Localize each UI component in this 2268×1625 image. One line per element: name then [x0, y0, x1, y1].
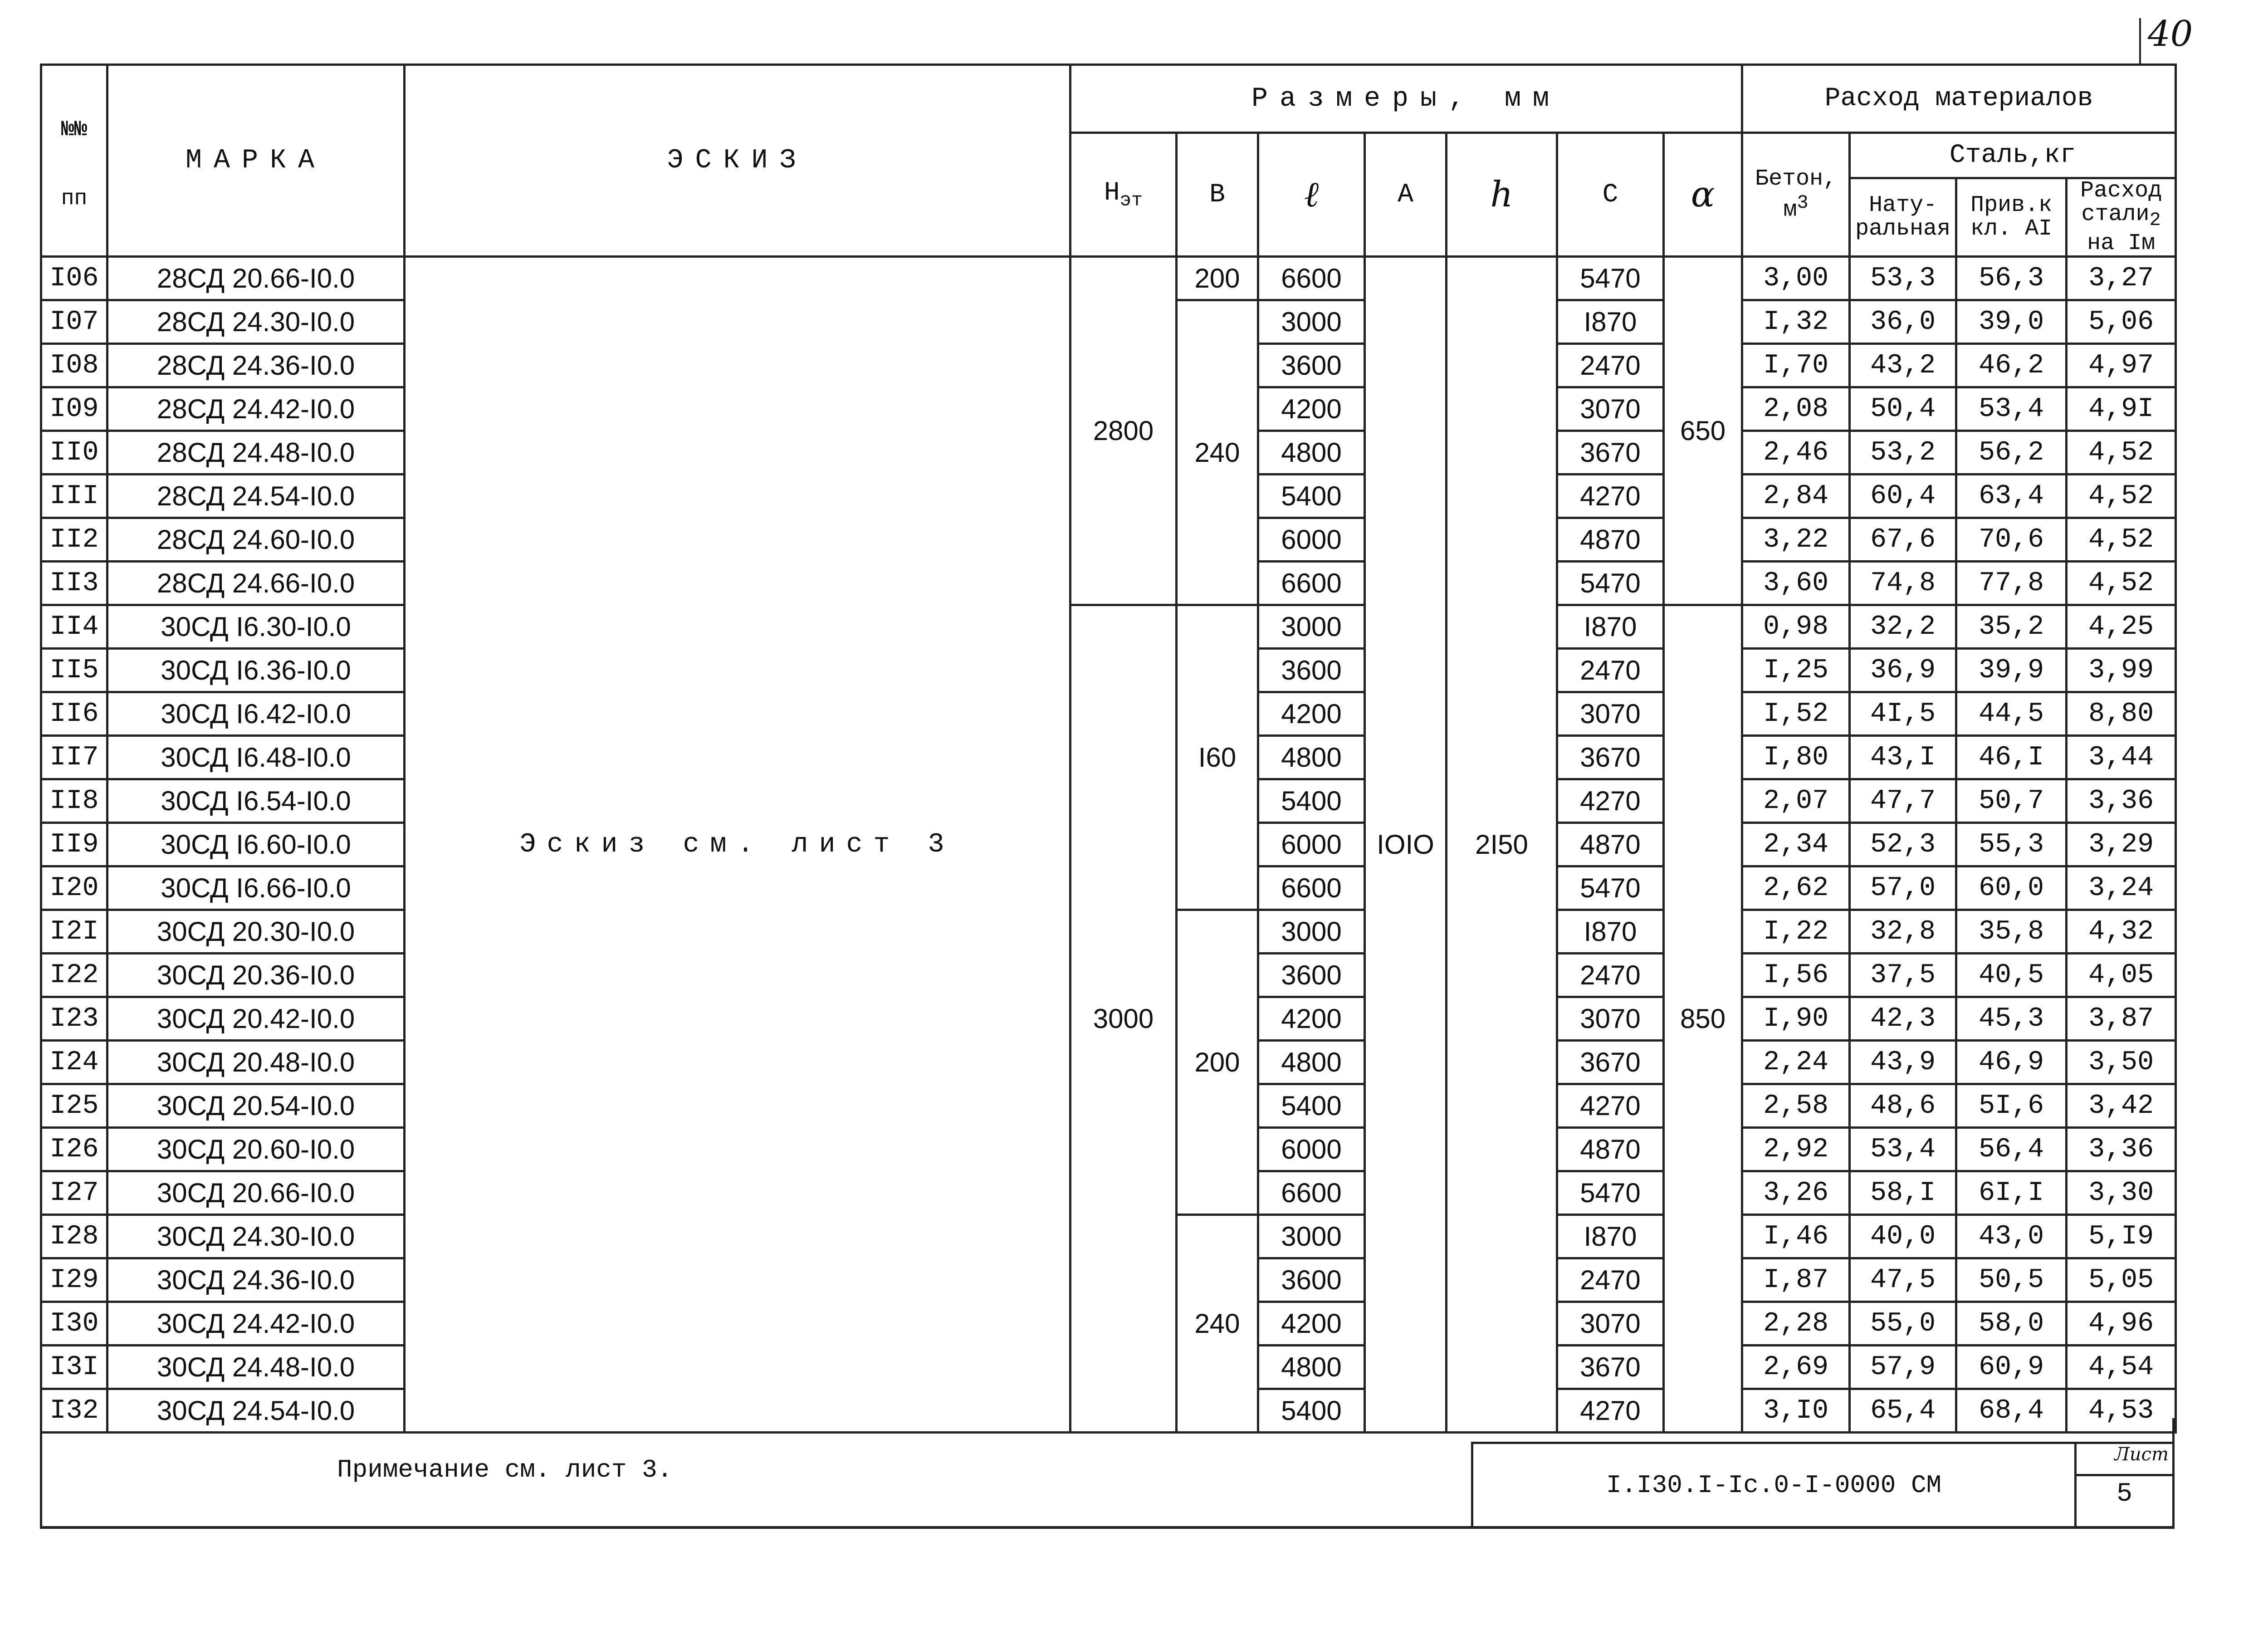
row-steel-reduced: 60,0	[1956, 866, 2067, 910]
row-steel-reduced: 39,9	[1956, 649, 2067, 692]
header-natural-line1: Нату-	[1869, 192, 1937, 218]
row-steel-natural: 74,8	[1850, 562, 1956, 605]
header-d: ɑ	[1664, 133, 1742, 257]
row-steel-reduced: 46,9	[1956, 1041, 2067, 1084]
row-number: II9	[41, 823, 108, 866]
row-steel-per-m2: 4,53	[2067, 1389, 2176, 1433]
row-dim-c: I870	[1557, 910, 1664, 954]
row-mark: 30СД 20.54-I0.0	[108, 1084, 405, 1128]
row-concrete: 2,84	[1742, 475, 1850, 518]
row-steel-per-m2: 3,27	[2067, 257, 2176, 300]
row-length-l: 4200	[1258, 997, 1365, 1041]
header-floor-height-sub: эт	[1119, 189, 1143, 211]
row-steel-per-m2: 4,54	[2067, 1346, 2176, 1389]
row-steel-natural: 52,3	[1850, 823, 1956, 866]
row-steel-natural: 50,4	[1850, 387, 1956, 431]
row-length-l: 4800	[1258, 1041, 1365, 1084]
row-length-l: 5400	[1258, 1389, 1365, 1433]
row-number: I28	[41, 1215, 108, 1258]
header-per-m2-line2	[2068, 203, 2175, 232]
row-dim-c: 2470	[1557, 649, 1664, 692]
row-steel-reduced: 39,0	[1956, 300, 2067, 344]
row-number: II5	[41, 649, 108, 692]
header-floor-height-label: Н	[1104, 178, 1120, 208]
row-steel-reduced: 44,5	[1956, 692, 2067, 736]
row-mark: 30СД 20.48-I0.0	[108, 1041, 405, 1084]
row-dim-c: 3070	[1557, 692, 1664, 736]
row-concrete: I,25	[1742, 649, 1850, 692]
row-steel-reduced: 45,3	[1956, 997, 2067, 1041]
table-row	[41, 605, 2176, 649]
row-steel-reduced: 60,9	[1956, 1346, 2067, 1389]
row-mark: 28СД 20.66-I0.0	[108, 257, 405, 300]
row-steel-per-m2: 3,87	[2067, 997, 2176, 1041]
row-concrete: I,52	[1742, 692, 1850, 736]
row-number: II3	[41, 562, 108, 605]
row-steel-natural: 53,4	[1850, 1128, 1956, 1171]
row-length-l: 6000	[1258, 823, 1365, 866]
row-steel-per-m2: 4,52	[2067, 562, 2176, 605]
row-steel-reduced: 77,8	[1956, 562, 2067, 605]
header-mark: МАРКА	[108, 65, 405, 257]
row-dim-c: 3670	[1557, 431, 1664, 475]
row-mark: 30СД 24.48-I0.0	[108, 1346, 405, 1389]
header-steel: Сталь,кг	[1850, 133, 2176, 178]
row-mark: 30СД 24.36-I0.0	[108, 1258, 405, 1302]
row-steel-reduced: 46,2	[1956, 344, 2067, 387]
row-steel-reduced: 63,4	[1956, 475, 2067, 518]
row-dim-c: I870	[1557, 300, 1664, 344]
row-concrete: I,32	[1742, 300, 1850, 344]
row-mark: 28СД 24.60-I0.0	[108, 518, 405, 562]
row-steel-natural: 67,6	[1850, 518, 1956, 562]
row-steel-reduced: 56,4	[1956, 1128, 2067, 1171]
row-dim-c: 3070	[1557, 1302, 1664, 1346]
row-steel-per-m2: 4,9I	[2067, 387, 2176, 431]
row-dim-c: 2470	[1557, 1258, 1664, 1302]
row-steel-per-m2: 5,05	[2067, 1258, 2176, 1302]
dim-h-cell: 2I50	[1447, 257, 1557, 1433]
row-mark: 30СД I6.60-I0.0	[108, 823, 405, 866]
row-steel-reduced: 68,4	[1956, 1389, 2067, 1433]
row-number: I06	[41, 257, 108, 300]
row-number: I27	[41, 1171, 108, 1215]
row-steel-per-m2: 4,52	[2067, 475, 2176, 518]
row-number: I07	[41, 300, 108, 344]
row-steel-natural: 65,4	[1850, 1389, 1956, 1433]
row-steel-reduced: 58,0	[1956, 1302, 2067, 1346]
header-row-number-bottom: пп	[61, 186, 88, 211]
row-mark: 30СД I6.48-I0.0	[108, 736, 405, 779]
row-steel-reduced: 40,5	[1956, 954, 2067, 997]
row-steel-per-m2: 4,52	[2067, 431, 2176, 475]
row-steel-per-m2: 4,25	[2067, 605, 2176, 649]
document-code: I.I30.I-Ic.0-I-0000 СМ	[1606, 1471, 1942, 1500]
row-concrete: 3,I0	[1742, 1389, 1850, 1433]
row-concrete: I,90	[1742, 997, 1850, 1041]
row-mark: 28СД 24.42-I0.0	[108, 387, 405, 431]
row-mark: 30СД 20.66-I0.0	[108, 1171, 405, 1215]
row-dim-c: 2470	[1557, 954, 1664, 997]
row-steel-natural: 53,2	[1850, 431, 1956, 475]
row-concrete: I,46	[1742, 1215, 1850, 1258]
header-natural-line2: ральная	[1855, 216, 1951, 242]
row-steel-natural: 4I,5	[1850, 692, 1956, 736]
header-floor-height	[1070, 133, 1177, 257]
row-steel-per-m2: 3,30	[2067, 1171, 2176, 1215]
row-number: II0	[41, 431, 108, 475]
row-length-l: 3600	[1258, 344, 1365, 387]
header-reduced	[1956, 178, 2067, 257]
row-number: I08	[41, 344, 108, 387]
sheet-value: 5	[2116, 1479, 2132, 1509]
row-steel-per-m2: 3,36	[2067, 1128, 2176, 1171]
header-per-m2	[2067, 178, 2176, 257]
header-concrete-unit	[1743, 191, 1848, 222]
row-number: I3I	[41, 1346, 108, 1389]
row-steel-natural: 55,0	[1850, 1302, 1956, 1346]
row-dim-c: 5470	[1557, 1171, 1664, 1215]
row-concrete: 2,28	[1742, 1302, 1850, 1346]
header-b: В	[1177, 133, 1258, 257]
row-concrete: I,56	[1742, 954, 1850, 997]
row-mark: 30СД 24.42-I0.0	[108, 1302, 405, 1346]
sheet-cell	[2074, 1444, 2172, 1527]
row-concrete: I,70	[1742, 344, 1850, 387]
row-concrete: I,22	[1742, 910, 1850, 954]
row-number: I23	[41, 997, 108, 1041]
header-h: h	[1447, 133, 1557, 257]
header-per-m2-line1: Расход	[2080, 178, 2162, 204]
row-length-l: 6600	[1258, 562, 1365, 605]
row-steel-natural: 43,2	[1850, 344, 1956, 387]
row-steel-natural: 53,3	[1850, 257, 1956, 300]
row-steel-natural: 32,2	[1850, 605, 1956, 649]
row-length-l: 6000	[1258, 1128, 1365, 1171]
row-number: I29	[41, 1258, 108, 1302]
row-steel-natural: 37,5	[1850, 954, 1956, 997]
row-dim-c: 5470	[1557, 866, 1664, 910]
row-length-l: 5400	[1258, 779, 1365, 823]
row-number: I24	[41, 1041, 108, 1084]
row-length-l: 5400	[1258, 475, 1365, 518]
row-dim-c: 4870	[1557, 518, 1664, 562]
width-b-cell: I60	[1177, 605, 1258, 910]
row-dim-c: I870	[1557, 605, 1664, 649]
row-number: II7	[41, 736, 108, 779]
header-materials: Расход материалов	[1742, 65, 2176, 133]
row-steel-natural: 47,7	[1850, 779, 1956, 823]
row-number: I30	[41, 1302, 108, 1346]
row-steel-per-m2: 5,06	[2067, 300, 2176, 344]
sheet-label: Лист	[2077, 1444, 2172, 1476]
header-per-m2-line2-label: стали	[2081, 201, 2150, 227]
header-per-m2-line3: на Iм	[2087, 230, 2156, 256]
row-steel-per-m2: 4,32	[2067, 910, 2176, 954]
row-steel-per-m2: 4,97	[2067, 344, 2176, 387]
specification-table	[40, 64, 2177, 1434]
row-dim-c: 5470	[1557, 257, 1664, 300]
header-row-number	[41, 65, 108, 257]
row-concrete: 2,58	[1742, 1084, 1850, 1128]
row-steel-natural: 57,9	[1850, 1346, 1956, 1389]
row-length-l: 4800	[1258, 431, 1365, 475]
row-concrete: 2,62	[1742, 866, 1850, 910]
width-b-cell: 240	[1177, 1215, 1258, 1433]
row-steel-reduced: 50,5	[1956, 1258, 2067, 1302]
header-natural	[1850, 178, 1956, 257]
row-length-l: 6600	[1258, 1171, 1365, 1215]
page-number: 40	[2148, 14, 2193, 54]
row-number: I22	[41, 954, 108, 997]
row-length-l: 5400	[1258, 1084, 1365, 1128]
row-steel-per-m2: 3,99	[2067, 649, 2176, 692]
stamp	[1471, 1442, 2175, 1527]
row-concrete: I,80	[1742, 736, 1850, 779]
row-steel-per-m2: 4,96	[2067, 1302, 2176, 1346]
table-body	[41, 257, 2176, 1433]
row-length-l: 4200	[1258, 692, 1365, 736]
row-concrete: 0,98	[1742, 605, 1850, 649]
row-steel-per-m2: 8,80	[2067, 692, 2176, 736]
row-dim-c: 5470	[1557, 562, 1664, 605]
row-steel-natural: 48,6	[1850, 1084, 1956, 1128]
row-number: II6	[41, 692, 108, 736]
header-sketch: ЭСКИЗ	[405, 65, 1070, 257]
row-length-l: 4800	[1258, 1346, 1365, 1389]
row-length-l: 3000	[1258, 605, 1365, 649]
row-dim-c: 3070	[1557, 387, 1664, 431]
row-mark: 30СД 20.36-I0.0	[108, 954, 405, 997]
row-steel-reduced: 46,I	[1956, 736, 2067, 779]
header-a: А	[1365, 133, 1447, 257]
row-length-l: 3000	[1258, 910, 1365, 954]
row-steel-natural: 47,5	[1850, 1258, 1956, 1302]
row-concrete: 2,46	[1742, 431, 1850, 475]
row-length-l: 3000	[1258, 300, 1365, 344]
row-steel-reduced: 6I,I	[1956, 1171, 2067, 1215]
row-concrete: 2,92	[1742, 1128, 1850, 1171]
row-mark: 30СД 20.60-I0.0	[108, 1128, 405, 1171]
row-steel-per-m2: 3,29	[2067, 823, 2176, 866]
dim-d-cell: 850	[1664, 605, 1742, 1433]
header-c: С	[1557, 133, 1664, 257]
row-length-l: 3000	[1258, 1215, 1365, 1258]
row-steel-reduced: 55,3	[1956, 823, 2067, 866]
dim-a-cell: IOIO	[1365, 257, 1447, 1433]
header-sizes: Размеры, мм	[1070, 65, 1742, 133]
row-mark: 30СД I6.36-I0.0	[108, 649, 405, 692]
row-steel-natural: 36,9	[1850, 649, 1956, 692]
width-b-cell: 240	[1177, 300, 1258, 605]
row-steel-per-m2: 3,36	[2067, 779, 2176, 823]
header-concrete	[1742, 133, 1850, 257]
header-reduced-line2: кл. АI	[1970, 216, 2053, 242]
row-number: I26	[41, 1128, 108, 1171]
table-row	[41, 257, 2176, 300]
header-l: ℓ	[1258, 133, 1365, 257]
row-steel-natural: 57,0	[1850, 866, 1956, 910]
page-number-tick	[2139, 18, 2141, 64]
row-steel-per-m2: 3,44	[2067, 736, 2176, 779]
row-dim-c: 3070	[1557, 997, 1664, 1041]
row-length-l: 6600	[1258, 866, 1365, 910]
row-concrete: 2,07	[1742, 779, 1850, 823]
row-mark: 28СД 24.30-I0.0	[108, 300, 405, 344]
row-length-l: 6600	[1258, 257, 1365, 300]
row-length-l: 3600	[1258, 954, 1365, 997]
floor-height-cell: 3000	[1070, 605, 1177, 1433]
row-steel-per-m2: 3,50	[2067, 1041, 2176, 1084]
row-dim-c: I870	[1557, 1215, 1664, 1258]
header-per-m2-sup: 2	[2149, 209, 2161, 231]
row-number: I09	[41, 387, 108, 431]
header-concrete-unit-label: м	[1783, 197, 1797, 223]
row-dim-c: 3670	[1557, 1346, 1664, 1389]
row-steel-reduced: 5I,6	[1956, 1084, 2067, 1128]
row-dim-c: 4270	[1557, 475, 1664, 518]
row-concrete: 3,26	[1742, 1171, 1850, 1215]
row-mark: 30СД 20.42-I0.0	[108, 997, 405, 1041]
row-dim-c: 4270	[1557, 779, 1664, 823]
footnote: Примечание см. лист 3.	[337, 1455, 673, 1484]
row-steel-natural: 40,0	[1850, 1215, 1956, 1258]
row-mark: 28СД 24.36-I0.0	[108, 344, 405, 387]
floor-height-cell: 2800	[1070, 257, 1177, 605]
row-steel-natural: 58,I	[1850, 1171, 1956, 1215]
row-steel-reduced: 43,0	[1956, 1215, 2067, 1258]
row-number: I32	[41, 1389, 108, 1433]
row-steel-natural: 32,8	[1850, 910, 1956, 954]
row-mark: 28СД 24.66-I0.0	[108, 562, 405, 605]
row-number: II2	[41, 518, 108, 562]
row-steel-natural: 36,0	[1850, 300, 1956, 344]
row-steel-per-m2: 3,42	[2067, 1084, 2176, 1128]
row-concrete: 2,08	[1742, 387, 1850, 431]
row-concrete: 3,00	[1742, 257, 1850, 300]
row-number: III	[41, 475, 108, 518]
row-steel-natural: 43,I	[1850, 736, 1956, 779]
row-mark: 30СД 20.30-I0.0	[108, 910, 405, 954]
header-concrete-label: Бетон,	[1755, 166, 1837, 192]
row-concrete: 2,24	[1742, 1041, 1850, 1084]
row-concrete: 3,60	[1742, 562, 1850, 605]
row-number: I2I	[41, 910, 108, 954]
row-dim-c: 4270	[1557, 1389, 1664, 1433]
row-mark: 30СД I6.30-I0.0	[108, 605, 405, 649]
title-block	[40, 1418, 2175, 1529]
row-steel-natural: 42,3	[1850, 997, 1956, 1041]
row-steel-reduced: 53,4	[1956, 387, 2067, 431]
row-concrete: I,87	[1742, 1258, 1850, 1302]
row-steel-reduced: 35,2	[1956, 605, 2067, 649]
row-number: II8	[41, 779, 108, 823]
row-number: I25	[41, 1084, 108, 1128]
row-dim-c: 2470	[1557, 344, 1664, 387]
row-dim-c: 4870	[1557, 1128, 1664, 1171]
row-length-l: 3600	[1258, 1258, 1365, 1302]
row-mark: 30СД I6.66-I0.0	[108, 866, 405, 910]
row-steel-per-m2: 3,24	[2067, 866, 2176, 910]
row-dim-c: 3670	[1557, 736, 1664, 779]
header-reduced-line1: Прив.к	[1970, 192, 2053, 218]
row-dim-c: 3670	[1557, 1041, 1664, 1084]
row-mark: 30СД 24.30-I0.0	[108, 1215, 405, 1258]
row-mark: 28СД 24.48-I0.0	[108, 431, 405, 475]
row-steel-reduced: 50,7	[1956, 779, 2067, 823]
row-dim-c: 4870	[1557, 823, 1664, 866]
header-concrete-unit-sup: 3	[1797, 191, 1809, 214]
sketch-cell: Эскиз см. лист 3	[405, 257, 1070, 1433]
row-steel-reduced: 70,6	[1956, 518, 2067, 562]
row-steel-reduced: 56,2	[1956, 431, 2067, 475]
dim-d-cell: 650	[1664, 257, 1742, 605]
row-length-l: 4800	[1258, 736, 1365, 779]
row-mark: 30СД I6.42-I0.0	[108, 692, 405, 736]
row-steel-per-m2: 5,I9	[2067, 1215, 2176, 1258]
row-number: I20	[41, 866, 108, 910]
width-b-cell: 200	[1177, 257, 1258, 300]
row-steel-natural: 43,9	[1850, 1041, 1956, 1084]
width-b-cell: 200	[1177, 910, 1258, 1215]
header-row-number-top: №№	[61, 117, 88, 142]
row-mark: 28СД 24.54-I0.0	[108, 475, 405, 518]
row-length-l: 4200	[1258, 1302, 1365, 1346]
row-length-l: 6000	[1258, 518, 1365, 562]
row-steel-per-m2: 4,52	[2067, 518, 2176, 562]
row-concrete: 2,34	[1742, 823, 1850, 866]
row-mark: 30СД 24.54-I0.0	[108, 1389, 405, 1433]
row-steel-reduced: 35,8	[1956, 910, 2067, 954]
row-length-l: 3600	[1258, 649, 1365, 692]
row-concrete: 3,22	[1742, 518, 1850, 562]
row-concrete: 2,69	[1742, 1346, 1850, 1389]
row-mark: 30СД I6.54-I0.0	[108, 779, 405, 823]
row-steel-per-m2: 4,05	[2067, 954, 2176, 997]
row-steel-reduced: 56,3	[1956, 257, 2067, 300]
row-length-l: 4200	[1258, 387, 1365, 431]
row-steel-natural: 60,4	[1850, 475, 1956, 518]
row-number: II4	[41, 605, 108, 649]
row-dim-c: 4270	[1557, 1084, 1664, 1128]
